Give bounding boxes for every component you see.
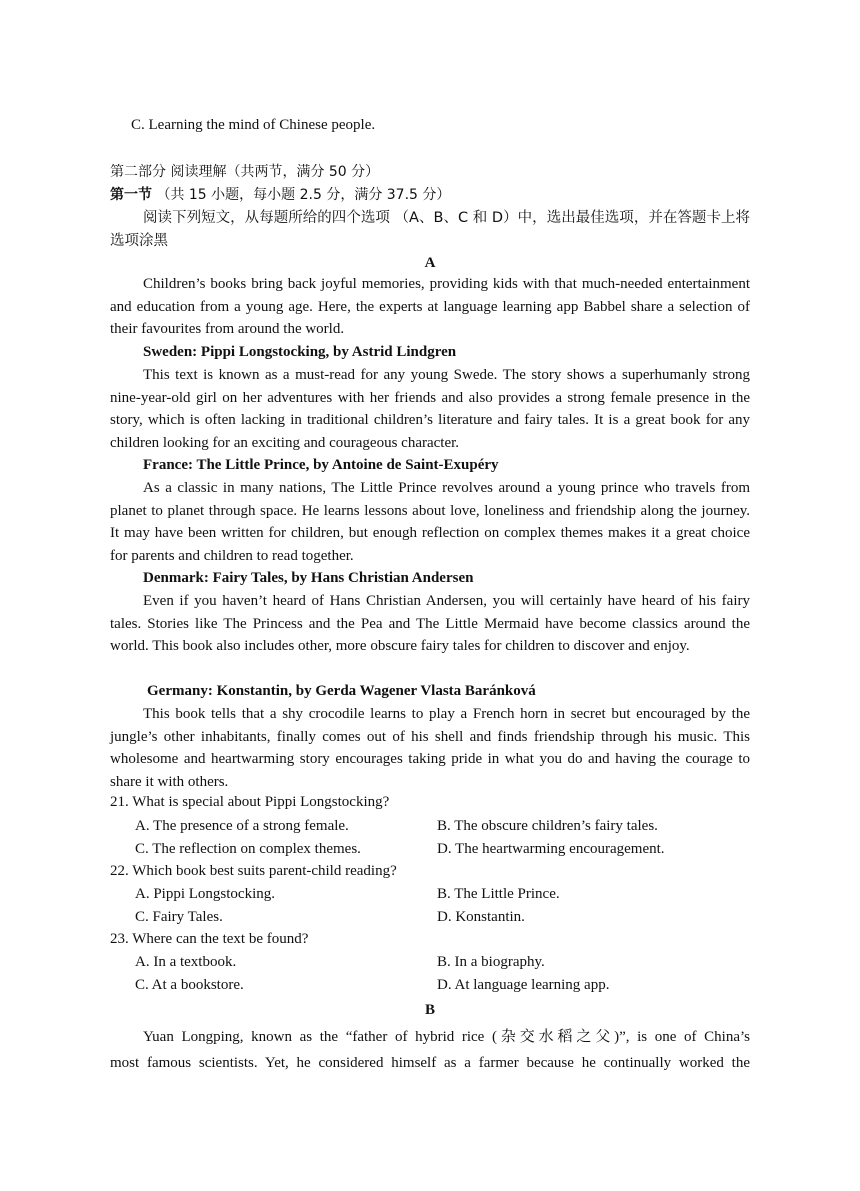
book-text-denmark: Even if you haven’t heard of Hans Christian Andersen, you will certainly have heard of his fairy tales. Stories like The Princess and the Pea and The Little Mermaid have become classics around the world. This book also includes other, more obscure fairy tales for children to discover and enjoy. [110,593,750,655]
previous-question-option: C. Learning the mind of Chinese people. [131,117,376,133]
subsection-heading-rest: （共 15 小题，每小题 2.5 分，满分 37.5 分） [152,187,451,203]
passage-a-intro: Children’s books bring back joyful memories, providing kids with that much-needed entertainment and education from a young age. Here, the experts at language learning app Babbel share a selection of their favourites from around the world. [110,276,750,338]
subsection-heading-bold: 第一节 [110,187,152,203]
book-text-france: As a classic in many nations, The Little Prince revolves around a young prince who travels from planet to planet through space. He learns lessons about love, loneliness and friendship along the journey. It may have been written for children, but enough reflection on complex themes makes it a great choice for parents and children to read together. [110,480,750,564]
question-21-option-c: C. The reflection on complex themes. [135,841,361,857]
question-23-option-b: B. In a biography. [437,954,545,970]
question-22-option-b: B. The Little Prince. [437,886,560,902]
book-text-germany: This book tells that a shy crocodile learns to play a French horn in secret but encouraged by the jungle’s other inhabitants, finally comes out of his shell and finds friendship through his music. This wholesome and heartwarming story encourages taking pride in what you do and having the courage to share it with others. [110,706,750,790]
question-23-option-a: A. In a textbook. [135,954,237,970]
book-heading-germany: Germany: Konstantin, by Gerda Wagener Vlasta Baránková [147,683,536,699]
question-22: 22. Which book best suits parent-child reading? [110,863,397,879]
passage-a-label: A [424,255,436,271]
question-21-option-b: B. The obscure children’s fairy tales. [437,818,658,834]
question-22-option-a: A. Pippi Longstocking. [135,886,276,902]
passage-b-label: B [424,1002,435,1018]
question-21: 21. What is special about Pippi Longstocking? [110,794,390,810]
question-23: 23. Where can the text be found? [110,931,309,947]
book-text-sweden: This text is known as a must-read for any young Swede. The story shows a superhumanly strong nine-year-old girl on her adventures with her friends and also provides a strong female presence in the story, which is often lacking in traditional children’s literature and fairy tales. It is a great book for any children looking for an exciting and courageous character. [110,367,750,451]
instructions: 阅读下列短文，从每题所给的四个选项 （A、B、C 和 D）中，选出最佳选项，并在答题卡上将选项涂黑 [110,210,750,249]
subsection-heading [110,185,450,205]
question-22-option-c: C. Fairy Tales. [135,909,223,925]
section-heading: 第二部分 阅读理解（共两节，满分 50 分） [110,164,380,180]
question-23-option-c: C. At a bookstore. [135,977,244,993]
question-22-option-d: D. Konstantin. [437,909,525,925]
passage-b-line-1: Yuan Longping, known as the “father of hybrid rice (杂交水稻之父)”, is one of China’s [143,1029,750,1045]
passage-b-line-2: most famous scientists. Yet, he considered himself as a farmer because he continually worked the [110,1055,750,1071]
book-heading-sweden: Sweden: Pippi Longstocking, by Astrid Lindgren [143,344,457,360]
question-23-option-d: D. At language learning app. [437,977,610,993]
question-21-option-a: A. The presence of a strong female. [135,818,349,834]
question-21-option-d: D. The heartwarming encouragement. [437,841,665,857]
book-heading-france: France: The Little Prince, by Antoine de Saint-Exupéry [143,457,499,473]
book-heading-denmark: Denmark: Fairy Tales, by Hans Christian Andersen [143,570,474,586]
